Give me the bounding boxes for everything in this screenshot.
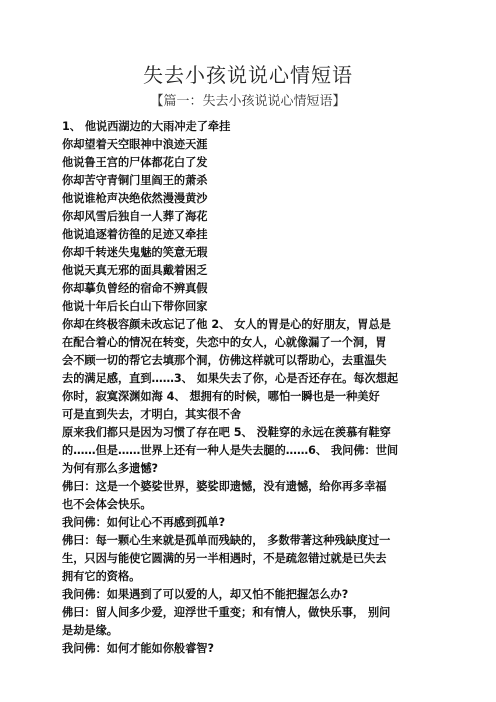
text-line: 他说谁枪声决绝依然漫漫黄沙 (62, 192, 208, 205)
text-line: 是劫是缘。 (62, 624, 118, 637)
text-line: 他说十年后长白山下带你回家 (62, 300, 208, 313)
text-line: 的……但是……世界上还有一种人是失去腿的……6、 我问佛：世间 (62, 444, 399, 457)
text-line: 我问佛：如何才能如你般睿智? (62, 642, 214, 655)
text-line: 我问佛：如何让心不再感到孤单? (62, 516, 226, 529)
text-line: 为何有那么多遗憾? (62, 462, 158, 475)
text-line: 你时，寂寞深渊如海 4、 想拥有的时候，哪怕一瞬也是一种美好 (62, 390, 380, 403)
text-line: 你却摹负曾经的宿命不辨真假 (62, 282, 208, 295)
text-line: 1、 他说西湖边的大雨冲走了牵挂 (62, 120, 231, 133)
document-subtitle: 【篇一：失去小孩说说心情短语】 (150, 94, 346, 109)
text-line: 佛曰：每一颗心生来就是孤单而残缺的， 多数带著这种残缺度过一 (62, 534, 391, 547)
document-body (62, 118, 436, 658)
text-line: 他说追逐着彷徨的足迹又牵挂 (62, 228, 208, 241)
text-line: 佛曰：这是一个婆娑世界，婆娑即遗憾，没有遗憾，给你再多幸福 (62, 480, 387, 493)
document-title: 失去小孩说说心情短语 (143, 63, 353, 87)
text-line: 你却在终极容颜未改忘记了他 2、 女人的胃是心的好朋友，胃总是 (62, 318, 391, 331)
text-line: 生，只因与能使它圆满的另一半相遇时，不是疏忽错过就是已失去 (62, 552, 387, 565)
text-line: 会不顾一切的帮它去填那个洞，仿佛这样就可以帮助心，去重温失 (62, 354, 387, 367)
text-line: 拥有它的资格。 (62, 570, 141, 583)
text-line: 原来我们都只是因为习惯了存在吧 5、 没鞋穿的永远在羡慕有鞋穿 (62, 426, 391, 439)
text-line: 你却望着天空眼神中浪迹天涯 (62, 138, 208, 151)
text-line: 你却风雪后独自一人葬了海花 (62, 210, 208, 223)
text-line: 佛曰：留人间多少爱，迎浮世千重变；和有情人，做快乐事， 别问 (62, 606, 391, 619)
text-line: 可是直到失去，才明白，其实很不舍 (62, 408, 242, 421)
text-line: 在配合着心的情况在转变，失恋中的女人，心就像漏了一个洞，胃 (62, 336, 387, 349)
text-line: 去的满足感，直到……3、 如果失去了你，心是否还存在。每次想起 (62, 372, 399, 385)
text-line: 他说天真无邪的面具戴着困乏 (62, 264, 208, 277)
text-line: 你却苦守青铜门里阎王的萧杀 (62, 174, 208, 187)
text-line: 我问佛：如果遇到了可以爱的人，却又怕不能把握怎么办? (62, 588, 349, 601)
text-line: 也不会体会快乐。 (62, 498, 152, 511)
text-line: 他说鲁王宫的尸体都花白了发 (62, 156, 208, 169)
text-line: 你却千转迷失鬼魅的笑意无瑕 (62, 246, 208, 259)
